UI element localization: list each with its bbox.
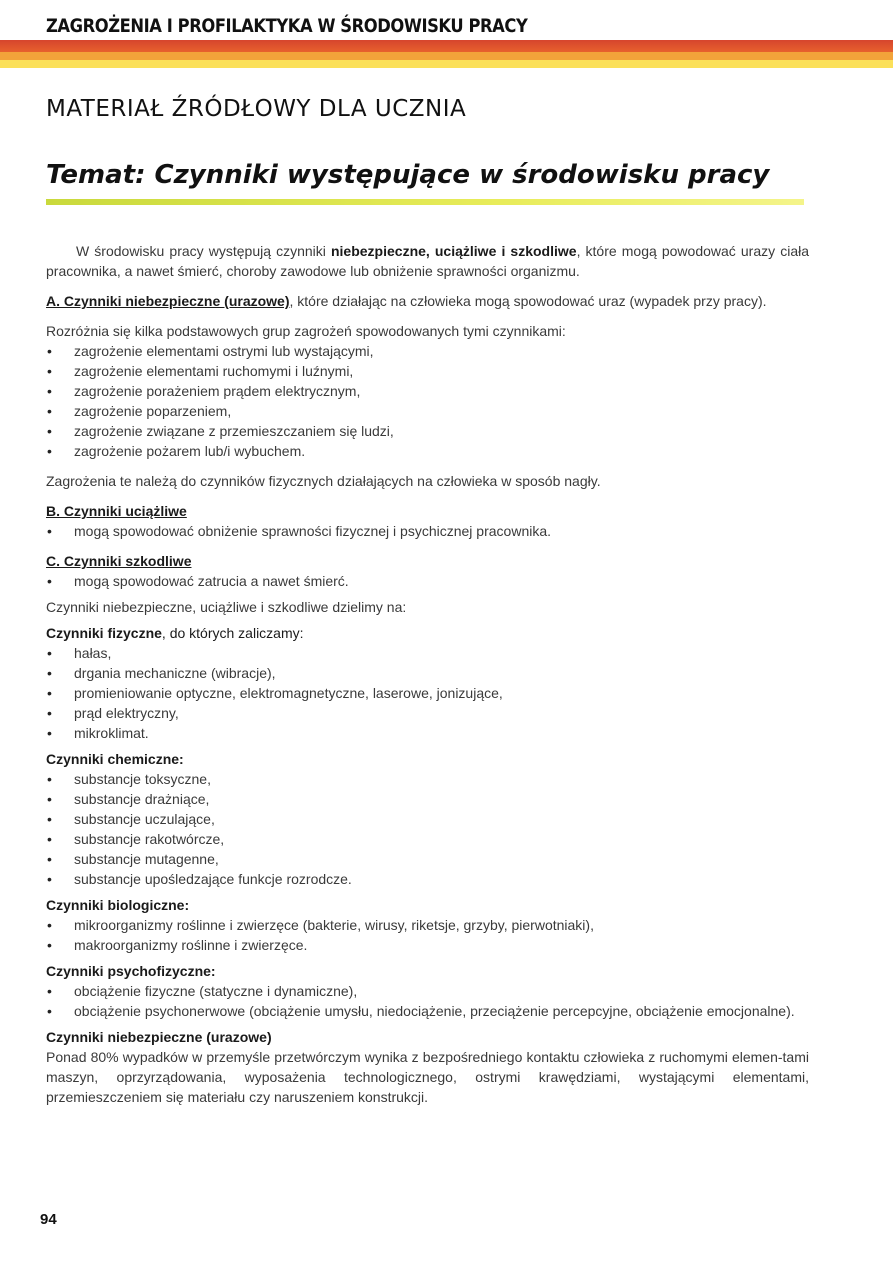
- psychophysical-list: [46, 981, 809, 1021]
- list-item: • zagrożenie elementami ruchomymi i luźnymi,: [46, 361, 809, 381]
- list-item: • drgania mechaniczne (wibracje),: [46, 663, 809, 683]
- list-item: • hałas,: [46, 643, 809, 663]
- header-stripe-yellow: [0, 60, 893, 68]
- list-item: • mogą spowodować zatrucia a nawet śmierć.: [46, 571, 809, 591]
- list-item: • substancje uczulające,: [46, 809, 809, 829]
- section-a-lead: Rozróżnia się kilka podstawowych grup zagrożeń spowodowanych tymi czynnikami:: [46, 323, 566, 339]
- list-item: • makroorganizmy roślinne i zwierzęce.: [46, 935, 809, 955]
- section-a-summary: Zagrożenia te należą do czynników fizycznych działających na człowieka w sposób nagły.: [46, 473, 601, 489]
- list-item: • zagrożenie pożarem lub/i wybuchem.: [46, 441, 809, 461]
- list-item: • zagrożenie poparzeniem,: [46, 401, 809, 421]
- list-item: • obciążenie psychonerwowe (obciążenie umysłu, niedociążenie, przeciążenie percepcyjne, obciążenie emocjonalne).: [46, 1001, 809, 1021]
- list-item: • mikroorganizmy roślinne i zwierzęce (bakterie, wirusy, riketsje, grzyby, pierwotniaki),: [46, 915, 809, 935]
- section-b-list: [46, 521, 809, 541]
- list-item: • obciążenie fizyczne (statyczne i dynamiczne),: [46, 981, 809, 1001]
- list-item: • substancje upośledzające funkcje rozrodcze.: [46, 869, 809, 889]
- header-stripe-red: [0, 40, 893, 52]
- header-stripe-orange: [0, 52, 893, 60]
- physical-heading: Czynniki fizyczne, do których zaliczamy:: [46, 625, 304, 641]
- topic-title: Temat: Czynniki występujące w środowisku pracy: [46, 160, 770, 190]
- section-c-heading: C. Czynniki szkodliwe: [46, 553, 192, 569]
- list-item: • substancje drażniące,: [46, 789, 809, 809]
- section-a-list: [46, 341, 809, 461]
- section-title: MATERIAŁ ŹRÓDŁOWY DLA UCZNIA: [46, 96, 467, 122]
- list-item: • substancje toksyczne,: [46, 769, 809, 789]
- list-item: • zagrożenie związane z przemieszczaniem się ludzi,: [46, 421, 809, 441]
- list-item: • substancje mutagenne,: [46, 849, 809, 869]
- list-item: • mogą spowodować obniżenie sprawności fizycznej i psychicznej pracownika.: [46, 521, 809, 541]
- header-bar: [0, 0, 893, 70]
- biological-list: [46, 915, 809, 955]
- biological-heading: Czynniki biologiczne:: [46, 897, 190, 913]
- chemical-list: [46, 769, 809, 889]
- header-title: ZAGROŻENIA I PROFILAKTYKA W ŚRODOWISKU PRACY: [46, 15, 528, 37]
- physical-list: [46, 643, 809, 743]
- division-text: Czynniki niebezpieczne, uciążliwe i szkodliwe dzielimy na:: [46, 599, 407, 615]
- psychophysical-heading: Czynniki psychofizyczne:: [46, 963, 216, 979]
- chemical-heading: Czynniki chemiczne:: [46, 751, 184, 767]
- topic-underline: [46, 199, 804, 205]
- section-c-list: [46, 571, 809, 591]
- dangerous-text: Ponad 80% wypadków w przemyśle przetwórczym wynika z bezpośredniego kontaktu człowieka z ruchomymi elemen-tami maszyn, oprzyrządowania, wyposażenia technologicznego, ostrymi krawędziami, wystającymi elementami, przemieszczeniem się materiału czy naruszeniem konstrukcji.: [46, 1049, 809, 1105]
- section-a-heading: A. Czynniki niebezpieczne (urazowe), które działając na człowieka mogą spowodować uraz (wypadek przy pracy).: [46, 293, 767, 309]
- dangerous-heading: Czynniki niebezpieczne (urazowe): [46, 1029, 272, 1045]
- list-item: • promieniowanie optyczne, elektromagnetyczne, laserowe, jonizujące,: [46, 683, 809, 703]
- intro-paragraph: W środowisku pracy występują czynniki niebezpieczne, uciążliwe i szkodliwe, które mogą powodować urazy ciała pracownika, a nawet śmierć, choroby zawodowe lub obniżenie sprawności organizmu.: [46, 243, 810, 279]
- list-item: • prąd elektryczny,: [46, 703, 809, 723]
- document-body: [46, 241, 809, 1107]
- list-item: • mikroklimat.: [46, 723, 809, 743]
- list-item: • substancje rakotwórcze,: [46, 829, 809, 849]
- list-item: • zagrożenie porażeniem prądem elektrycznym,: [46, 381, 809, 401]
- page-number: 94: [40, 1211, 57, 1228]
- section-b-heading: B. Czynniki uciążliwe: [46, 503, 187, 519]
- list-item: • zagrożenie elementami ostrymi lub wystającymi,: [46, 341, 809, 361]
